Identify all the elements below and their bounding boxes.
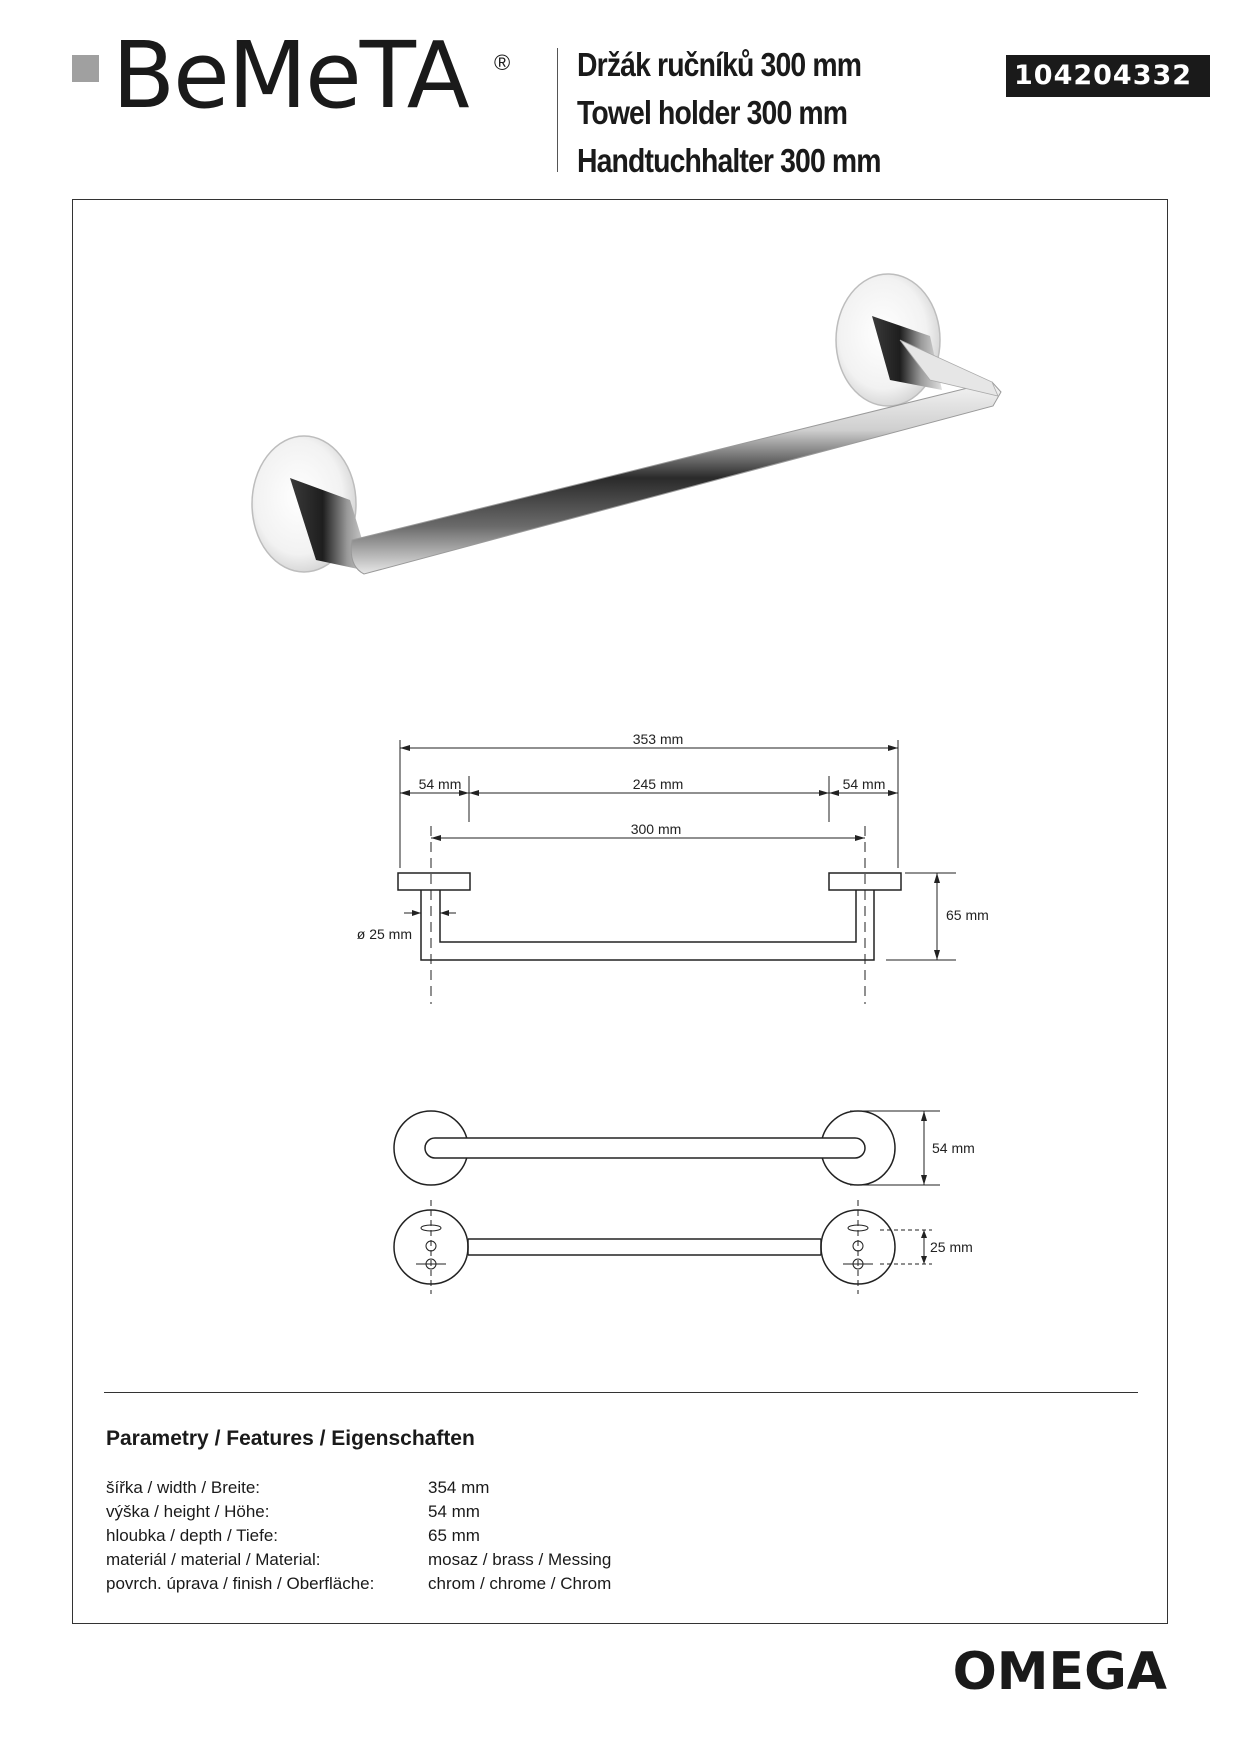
side-view-labels: [357, 731, 989, 942]
feature-value-depth: 65 mm: [428, 1526, 480, 1545]
feature-value-width: 354 mm: [428, 1478, 490, 1497]
bar-photo: [351, 382, 1001, 574]
section-rule: [104, 1392, 1138, 1393]
dim-diameter: ø 25 mm: [356, 926, 412, 942]
feature-label-height: výška / height / Höhe:: [106, 1502, 270, 1521]
series-name: OMEGA: [952, 1642, 1167, 1702]
top-view-drawing: [394, 1200, 932, 1294]
feature-label-depth: hloubka / depth / Tiefe:: [106, 1526, 279, 1545]
feature-label-finish: povrch. úprava / finish / Oberfläche:: [106, 1574, 375, 1593]
dim-bar-thickness: 25 mm: [930, 1239, 973, 1255]
dim-centers: 300 mm: [630, 821, 682, 837]
feature-label-width: šířka / width / Breite:: [106, 1478, 260, 1497]
feature-label-material: materiál / material / Material:: [106, 1550, 321, 1569]
registered-mark: ®: [494, 50, 511, 75]
feature-value-material: mosaz / brass / Messing: [428, 1550, 612, 1569]
product-illustration: [252, 274, 1001, 574]
brand-logo: BeMeTA: [112, 22, 468, 129]
dim-left-rosette: 54 mm: [418, 776, 462, 792]
dim-overall: 353 mm: [632, 731, 684, 747]
feature-value-height: 54 mm: [428, 1502, 480, 1521]
product-code: 104204332: [1006, 55, 1210, 97]
dim-right-rosette: 54 mm: [842, 776, 886, 792]
title-english: Towel holder 300 mm: [577, 94, 848, 131]
feature-value-finish: chrom / chrome / Chrom: [428, 1574, 612, 1593]
title-czech: Držák ručníků 300 mm: [577, 46, 862, 83]
features-heading: Parametry / Features / Eigenschaften: [106, 1427, 475, 1450]
dim-rosette-diameter: 54 mm: [932, 1140, 975, 1156]
dim-depth: 65 mm: [946, 907, 989, 923]
front-view-drawing: [394, 1111, 940, 1185]
dim-between-rosettes: 245 mm: [632, 776, 684, 792]
title-german: Handtuchhalter 300 mm: [577, 142, 881, 179]
